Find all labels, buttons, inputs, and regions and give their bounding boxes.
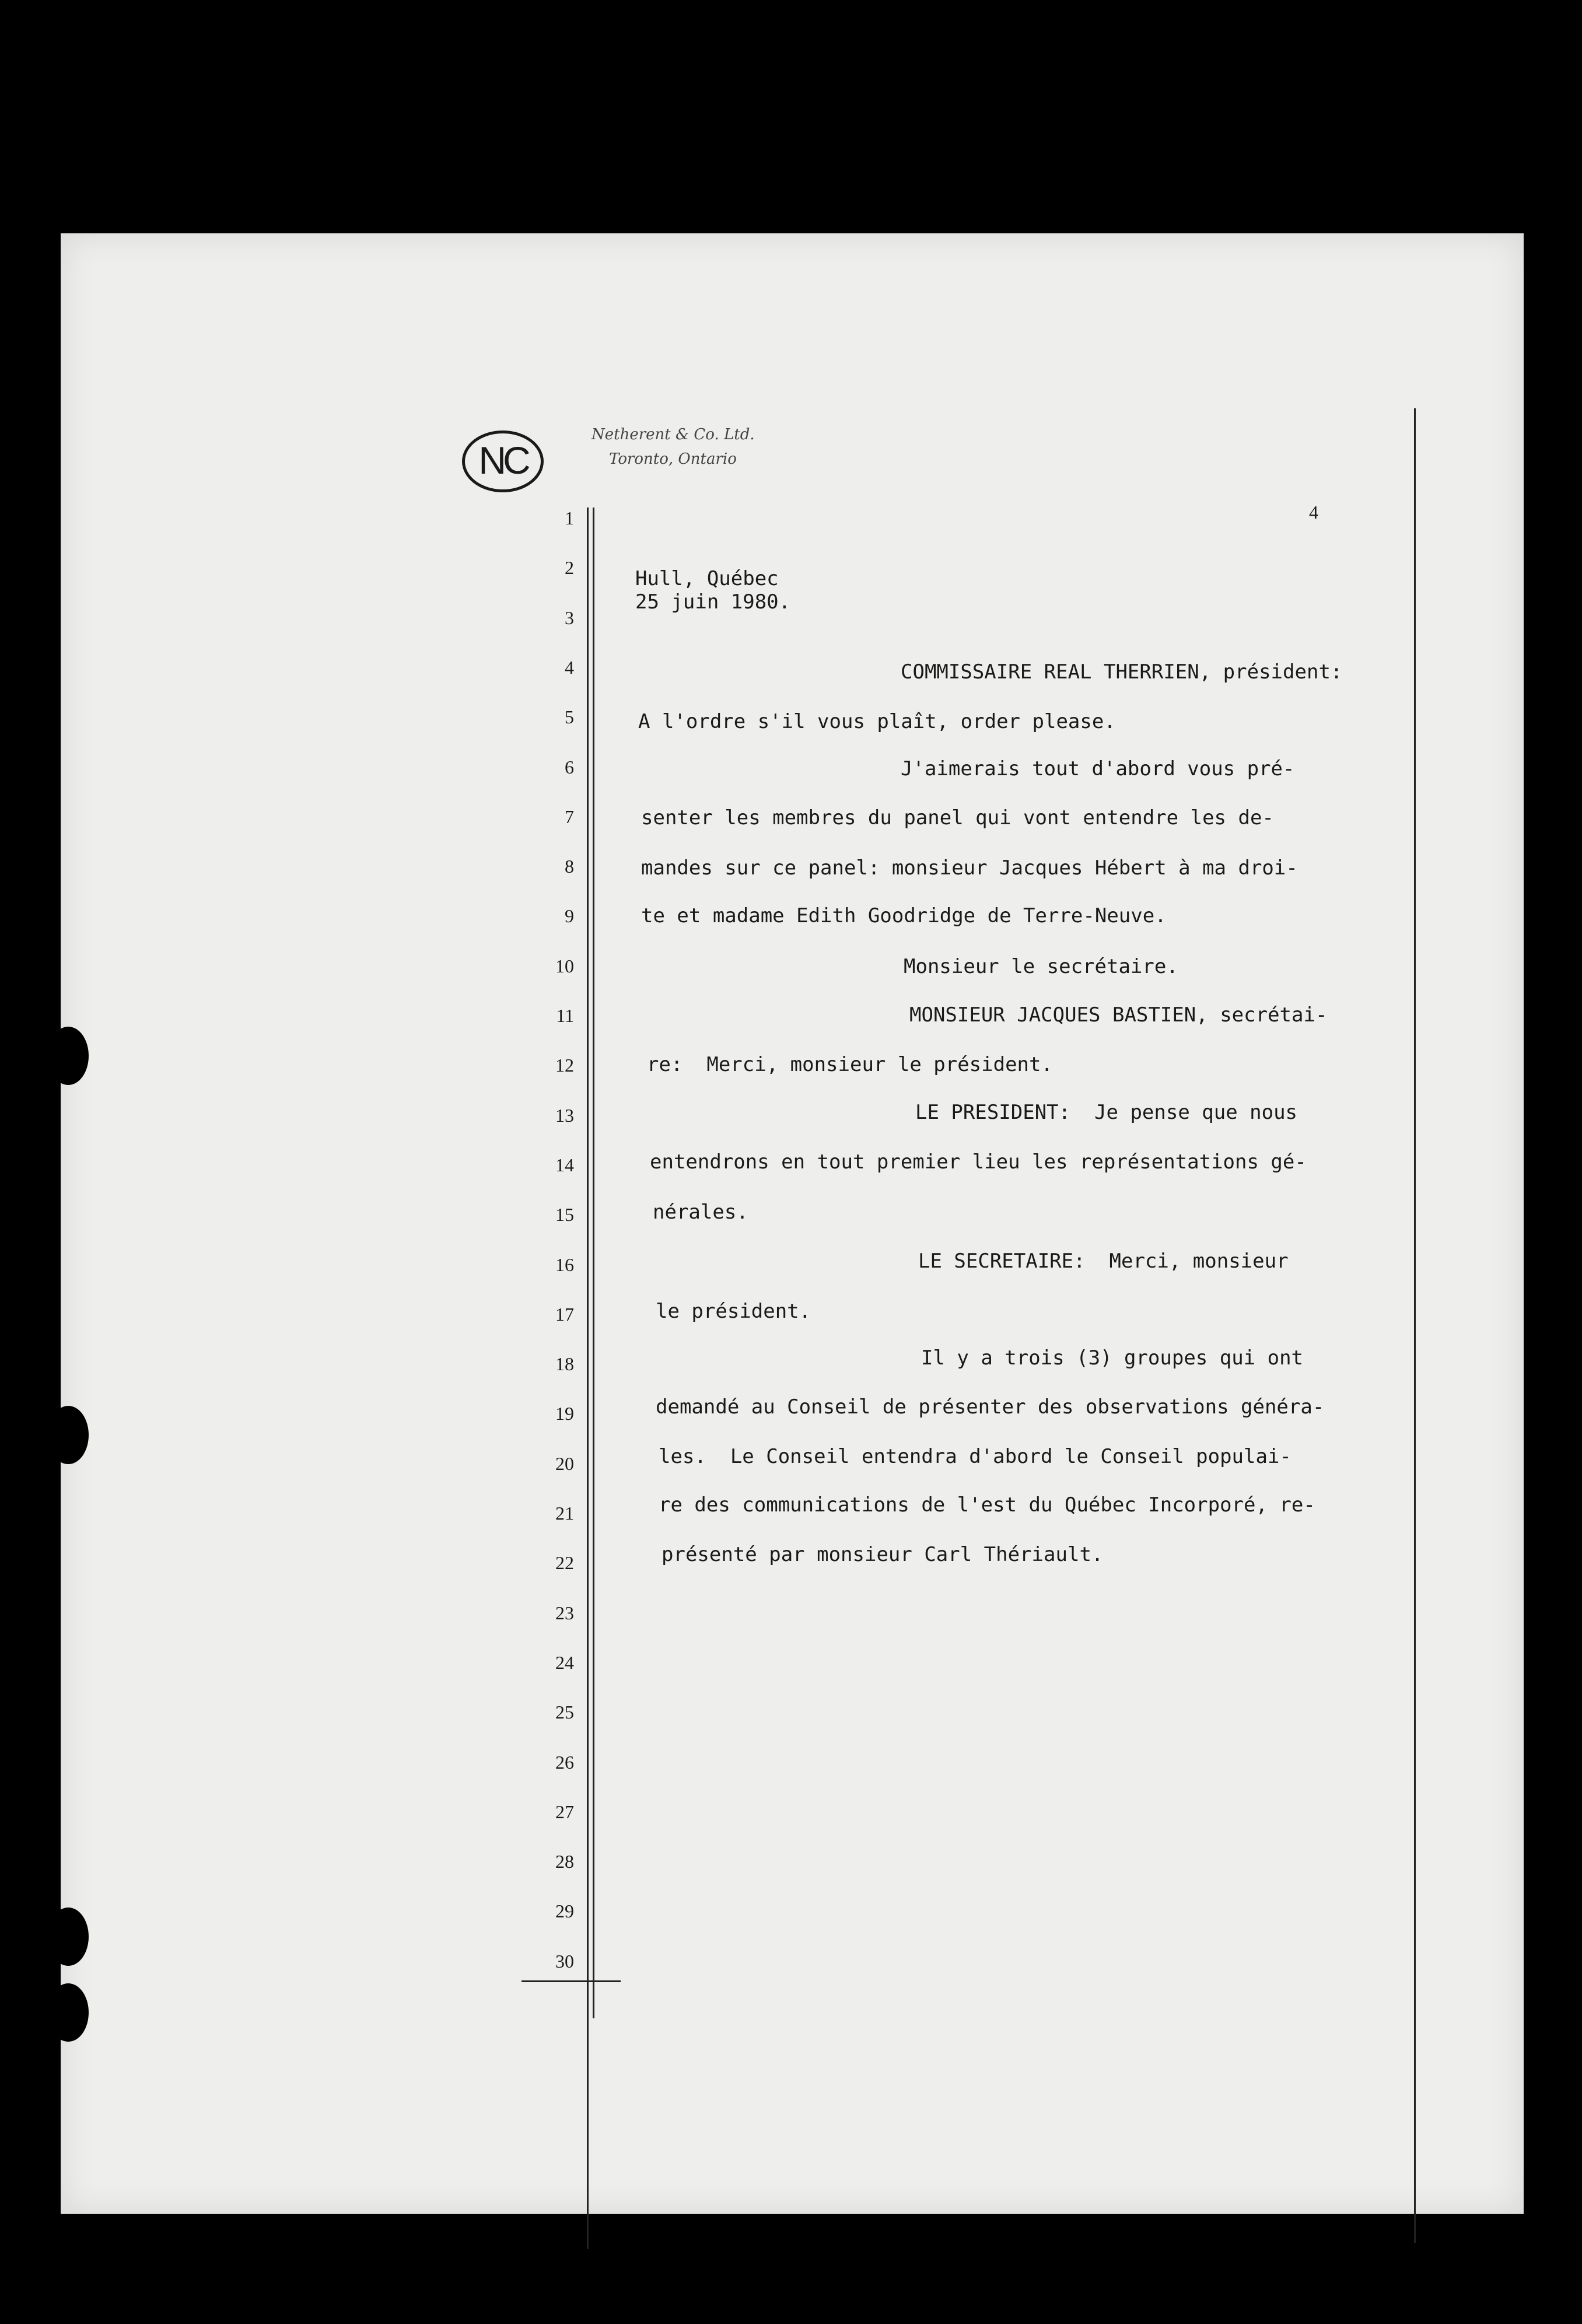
line-number: 4 (565, 657, 574, 678)
bottom-rule (522, 1980, 621, 1982)
line-number: 8 (565, 856, 574, 877)
margin-line-left-2 (593, 508, 594, 2018)
line-number: 29 (555, 1901, 574, 1922)
transcript-line-17: le président. (656, 1300, 811, 1323)
transcript-line-2: Hull, Québec (635, 567, 779, 590)
line-number: 24 (555, 1652, 574, 1673)
line-number: 30 (555, 1951, 574, 1972)
line-number: 26 (555, 1752, 574, 1773)
line-number: 27 (555, 1801, 574, 1822)
line-number: 20 (555, 1453, 574, 1474)
transcript-line-14: entendrons en tout premier lieu les représentations gé- (650, 1150, 1307, 1174)
margin-line-left-1 (587, 508, 589, 2249)
transcript-line-2b: 25 juin 1980. (635, 590, 791, 614)
nc-logo (462, 430, 544, 492)
transcript-line-21: re des communications de l'est du Québec Incorporé, re- (659, 1493, 1315, 1517)
line-number: 18 (555, 1353, 574, 1374)
transcript-line-15: nérales. (653, 1200, 748, 1224)
transcript-line-4: COMMISSAIRE REAL THERRIEN, président: (901, 660, 1343, 684)
line-number: 22 (555, 1552, 574, 1573)
page-number: 4 (1309, 502, 1318, 523)
transcript-line-9: te et madame Edith Goodridge de Terre-Neuve. (641, 904, 1167, 928)
transcript-line-10: Monsieur le secrétaire. (904, 955, 1178, 978)
line-number: 17 (555, 1304, 574, 1325)
line-number: 28 (555, 1851, 574, 1872)
line-number: 3 (565, 607, 574, 628)
line-number: 12 (555, 1055, 574, 1076)
line-number: 9 (565, 905, 574, 926)
transcript-line-13: LE PRESIDENT: Je pense que nous (915, 1101, 1298, 1124)
transcript-line-7: senter les membres du panel qui vont entendre les de- (641, 806, 1274, 830)
punch-hole-4 (48, 1983, 89, 2042)
line-number: 23 (555, 1602, 574, 1623)
letterhead-city: Toronto, Ontario (609, 450, 737, 468)
logo-text: NC (478, 439, 527, 482)
transcript-line-8: mandes sur ce panel: monsieur Jacques Hébert à ma droi- (641, 856, 1298, 880)
margin-line-right (1414, 408, 1416, 2243)
line-number: 14 (555, 1154, 574, 1175)
transcript-line-19: demandé au Conseil de présenter des observations généra- (656, 1395, 1325, 1419)
line-number: 7 (565, 806, 574, 827)
punch-hole-2 (48, 1406, 89, 1464)
transcript-line-16: LE SECRETAIRE: Merci, monsieur (918, 1250, 1289, 1273)
transcript-line-11: MONSIEUR JACQUES BASTIEN, secrétai- (909, 1003, 1328, 1027)
line-number: 19 (555, 1403, 574, 1424)
line-number: 15 (555, 1204, 574, 1225)
line-number: 11 (556, 1005, 574, 1026)
line-number: 2 (565, 557, 574, 578)
transcript-line-6: J'aimerais tout d'abord vous pré- (901, 757, 1295, 780)
line-number: 10 (555, 956, 574, 977)
line-number: 5 (565, 706, 574, 727)
transcript-line-18: Il y a trois (3) groupes qui ont (921, 1346, 1304, 1370)
letterhead-company: Netherent & Co. Ltd. (592, 426, 755, 443)
transcript-line-5: A l'ordre s'il vous plaît, order please. (638, 710, 1116, 733)
punch-hole-1 (48, 1027, 89, 1085)
transcript-line-22: présenté par monsieur Carl Thériault. (662, 1543, 1104, 1566)
transcript-line-12: re: Merci, monsieur le président. (647, 1053, 1053, 1076)
punch-hole-3 (48, 1908, 89, 1966)
transcript-line-20: les. Le Conseil entendra d'abord le Conseil populai- (659, 1445, 1292, 1468)
line-number: 25 (555, 1702, 574, 1723)
line-number: 21 (555, 1503, 574, 1524)
line-number: 16 (555, 1254, 574, 1275)
line-number: 13 (555, 1105, 574, 1126)
line-number: 6 (565, 757, 574, 778)
line-number: 1 (565, 508, 574, 528)
transcript-page (61, 233, 1524, 2214)
